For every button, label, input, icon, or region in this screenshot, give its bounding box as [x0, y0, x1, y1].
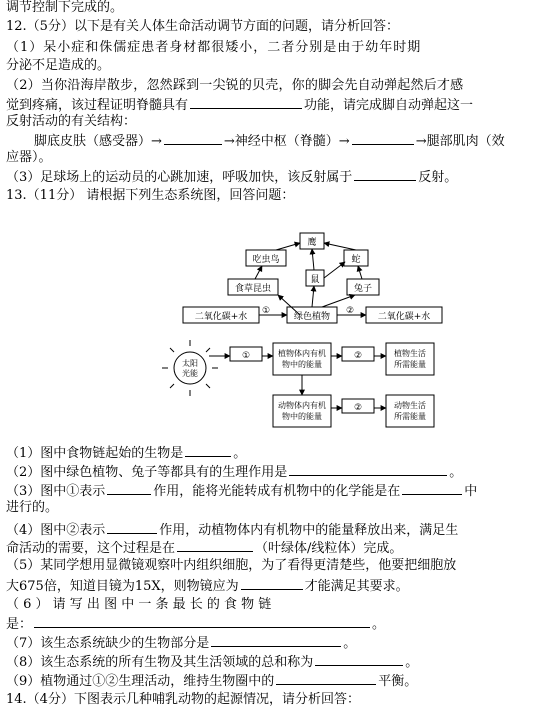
- arrow: [324, 243, 356, 250]
- text-segment: 觉到疼痛，该过程证明脊髓具有: [6, 98, 189, 113]
- question-13-title: 13.（11分） 请根据下列生态系统图，回答问题：: [6, 188, 295, 203]
- label-animal-organic-1: 动物体内有机: [278, 401, 326, 410]
- text-segment: 反射。: [418, 170, 458, 185]
- label-animal-life-1: 动物生活: [394, 401, 426, 410]
- label-green-plant: 绿色植物: [293, 312, 331, 322]
- text-segment: （1）图中食物链起始的生物是: [6, 446, 184, 461]
- box-animal-organic: [273, 395, 331, 427]
- question-12-title: 12.（5分）以下是有关人体生命活动调节方面的问题，请分析回答：: [6, 19, 399, 34]
- text-segment: （叶绿体/线粒体）完成。: [255, 541, 403, 556]
- answer-blank[interactable]: [289, 463, 447, 476]
- label-plant-organic-2: 物中的能量: [282, 360, 322, 369]
- text-line: [6, 672, 417, 690]
- text-line: [6, 634, 356, 652]
- label-box-mark-1: ①: [241, 351, 251, 361]
- text-line: [6, 444, 246, 462]
- text-line: 调节控制下完成的。: [6, 0, 124, 15]
- text-segment: 功能，请完成脚自动弹起这一: [304, 98, 474, 113]
- label-box-mark-2a: ②: [353, 351, 363, 361]
- text-segment: （2）图中绿色植物、兔子等都具有的生理作用是: [6, 465, 288, 480]
- arrow: [255, 266, 262, 279]
- text-segment: 。: [372, 617, 386, 632]
- text-line: （1）呆小症和侏儒症患者身材都很矮小，二者分别是由于幼年时期: [6, 40, 422, 55]
- answer-blank[interactable]: [177, 539, 253, 552]
- text-segment: 。: [449, 465, 463, 480]
- text-segment: 平衡。: [378, 674, 418, 689]
- text-segment: 。: [343, 636, 357, 651]
- label-sun-1: 太阳: [182, 359, 198, 368]
- label-animal-life-2: 所需能量: [394, 412, 426, 421]
- arrow: [358, 266, 362, 279]
- arrow: [276, 243, 300, 250]
- text-segment: 才能满足其要求。: [304, 579, 409, 594]
- text-line: （ 6 ） 请 写 出 图 中 一 条 最 长 的 食 物 链: [6, 597, 272, 612]
- text-segment: （3）图中①表示: [6, 484, 106, 499]
- text-line: [6, 615, 385, 633]
- text-line: 分泌不足造成的。: [6, 58, 111, 73]
- box-animal-life: [386, 395, 434, 427]
- text-line: [6, 521, 458, 539]
- text-segment: 中: [464, 484, 478, 499]
- text-segment: →腿部肌肉（效: [415, 134, 505, 149]
- answer-blank[interactable]: [315, 653, 403, 666]
- box-plant-life: [386, 343, 434, 375]
- text-segment: （7）该生态系统缺少的生物部分是: [6, 636, 210, 651]
- label-plant-life-1: 植物生活: [394, 349, 426, 358]
- label-snake: 蛇: [351, 255, 361, 265]
- question-14-title: 14.（4分）下图表示几种哺乳动物的起源情况，请分析回答：: [6, 692, 360, 707]
- label-box-mark-2b: ②: [353, 403, 363, 413]
- text-segment: （8）该生态系统的所有生物及其生活领域的总和称为: [6, 655, 314, 670]
- label-co2-left: 二氧化碳+水: [194, 312, 248, 322]
- label-mouse: 鼠: [310, 275, 320, 285]
- label-eagle: 鹰: [307, 238, 317, 248]
- text-line: 应器）。: [6, 150, 52, 165]
- text-segment: →神经中枢（脊髓）→: [223, 134, 350, 149]
- text-line: [6, 539, 402, 557]
- text-line: [6, 577, 409, 595]
- text-line: 进行的。: [6, 500, 59, 515]
- text-line: [6, 482, 477, 500]
- label-rabbit: 兔子: [353, 284, 373, 294]
- text-segment: 是：: [6, 617, 33, 632]
- label-plant-life-2: 所需能量: [394, 360, 426, 369]
- text-segment: 。: [405, 655, 419, 670]
- text-line: [6, 463, 462, 481]
- box-plant-organic: [273, 343, 331, 375]
- answer-blank[interactable]: [241, 577, 303, 590]
- label-plant-organic-1: 植物体内有机: [278, 349, 326, 358]
- arrow: [312, 286, 314, 307]
- text-segment: （4）图中②表示: [6, 523, 106, 538]
- text-segment: （3）足球场上的运动员的心跳加速，呼吸加快，该反射属于: [6, 170, 353, 185]
- label-mark-1: ①: [261, 306, 271, 316]
- label-sun-2: 光能: [182, 369, 198, 378]
- label-mark-2: ②: [345, 306, 355, 316]
- answer-blank[interactable]: [185, 444, 231, 457]
- sun-icon: [174, 352, 206, 384]
- text-segment: 命活动的需要，这个过程是在: [6, 541, 176, 556]
- label-insect-bird: 吃虫鸟: [252, 255, 280, 265]
- arrow: [312, 249, 314, 270]
- label-herbivore-insect: 食草昆虫: [234, 284, 272, 294]
- text-line: （5）某同学想用显微镜观察叶内组织细胞，为了看得更清楚些，他要把细胞放: [6, 558, 457, 573]
- text-segment: 作用，动植物体内有机物中的能量释放出来，满足生: [159, 523, 459, 538]
- answer-blank[interactable]: [107, 521, 157, 534]
- text-segment: 。: [233, 446, 247, 461]
- answer-blank[interactable]: [107, 482, 151, 495]
- text-line: [6, 653, 418, 671]
- label-co2-right: 二氧化碳+水: [377, 312, 431, 322]
- text-segment: 脚底皮肤（感受器）→: [34, 134, 162, 149]
- text-segment: （9）植物通过①②生理活动，维持生物圈中的: [6, 674, 275, 689]
- answer-blank[interactable]: [402, 482, 462, 495]
- text-line: 反射活动的有关结构：: [6, 114, 137, 129]
- answer-blank[interactable]: [211, 634, 341, 647]
- text-segment: 作用，能将光能转成有机物中的化学能是在: [153, 484, 401, 499]
- answer-blank[interactable]: [34, 615, 370, 628]
- arrow: [324, 262, 345, 278]
- label-animal-organic-2: 物中的能量: [282, 412, 322, 421]
- text-line: （2）当你沿海岸散步，忽然踩到一尖锐的贝壳，你的脚会先自动弹起然后才感: [6, 78, 464, 93]
- answer-blank[interactable]: [276, 672, 376, 685]
- text-segment: 大675倍，知道目镜为15X，则物镜应为: [6, 579, 239, 594]
